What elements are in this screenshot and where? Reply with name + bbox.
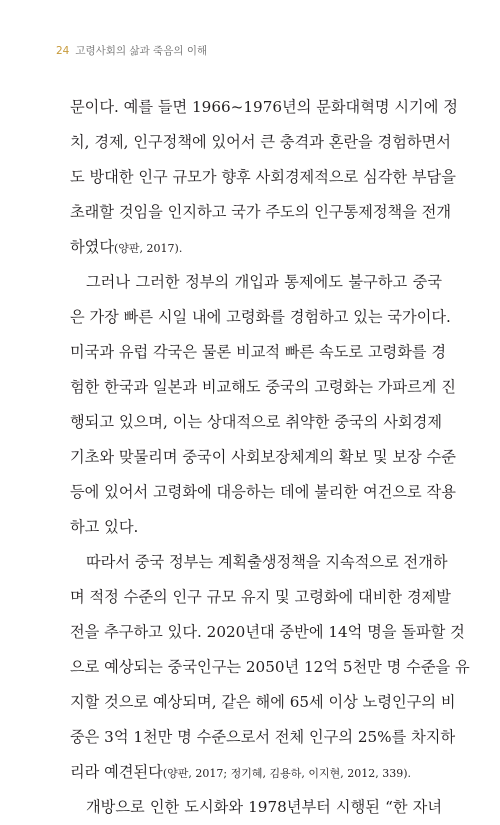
text-line: 문이다. 예를 들면 1966~1976년의 문화대혁명 시기에 정: [70, 98, 458, 116]
text-line: 으로 예상되는 중국인구는 2050년 12억 5천만 명 수준을 유: [70, 658, 470, 676]
text-line: 은 가장 빠른 시일 내에 고령화를 경험하고 있는 국가이다.: [70, 308, 451, 326]
text-line: 지할 것으로 예상되며, 같은 해에 65세 이상 노령인구의 비: [70, 693, 456, 711]
text-line: 미국과 유럽 각국은 물론 비교적 빠른 속도로 고령화를 경: [70, 343, 447, 361]
text-line: 행되고 있으며, 이는 상대적으로 취약한 중국의 사회경제: [70, 413, 442, 431]
text-line: 등에 있어서 고령화에 대응하는 데에 불리한 여건으로 작용: [70, 483, 456, 501]
text-line: 전을 추구하고 있다. 2020년대 중반에 14억 명을 돌파할 것: [70, 623, 465, 641]
text-line: 개방으로 인한 도시화와 1978년부터 시행된 “한 자녀: [86, 798, 442, 816]
text-line: 험한 한국과 일본과 비교해도 중국의 고령화는 가파르게 진: [70, 378, 456, 396]
text-line: 도 방대한 인구 규모가 향후 사회경제적으로 심각한 부담을: [70, 168, 456, 186]
text-line: 그러나 그러한 정부의 개입과 통제에도 불구하고 중국: [86, 273, 442, 291]
text-line: 치, 경제, 인구정책에 있어서 큰 충격과 혼란을 경험하면서: [70, 133, 451, 151]
running-header: [56, 43, 207, 58]
citation: (양판, 2017; 정기혜, 김용하, 이지현, 2012, 339).: [162, 767, 411, 780]
text-line: 며 적정 수준의 인구 규모 유지 및 고령화에 대비한 경제발: [70, 588, 451, 606]
running-title: 고령사회의 삶과 죽음의 이해: [75, 45, 208, 57]
text-line: 기초와 맞물리며 중국이 사회보장체계의 확보 및 보장 수준: [70, 448, 456, 466]
body-text: [70, 90, 470, 825]
text-line: 하고 있다.: [70, 518, 139, 536]
text-line: 중은 3억 1천만 명 수준으로서 전체 인구의 25%를 차지하: [70, 728, 456, 746]
text-line: 하였다(양판, 2017).: [70, 238, 183, 256]
text-line: 리라 예견된다(양판, 2017; 정기혜, 김용하, 이지현, 2012, 339).: [70, 763, 411, 781]
citation: (양판, 2017).: [114, 242, 183, 255]
text-line: 따라서 중국 정부는 계획출생정책을 지속적으로 전개하: [86, 553, 448, 571]
text-line: 초래할 것임을 인지하고 국가 주도의 인구통제정책을 전개: [70, 203, 452, 221]
page-number: 24: [56, 45, 70, 57]
